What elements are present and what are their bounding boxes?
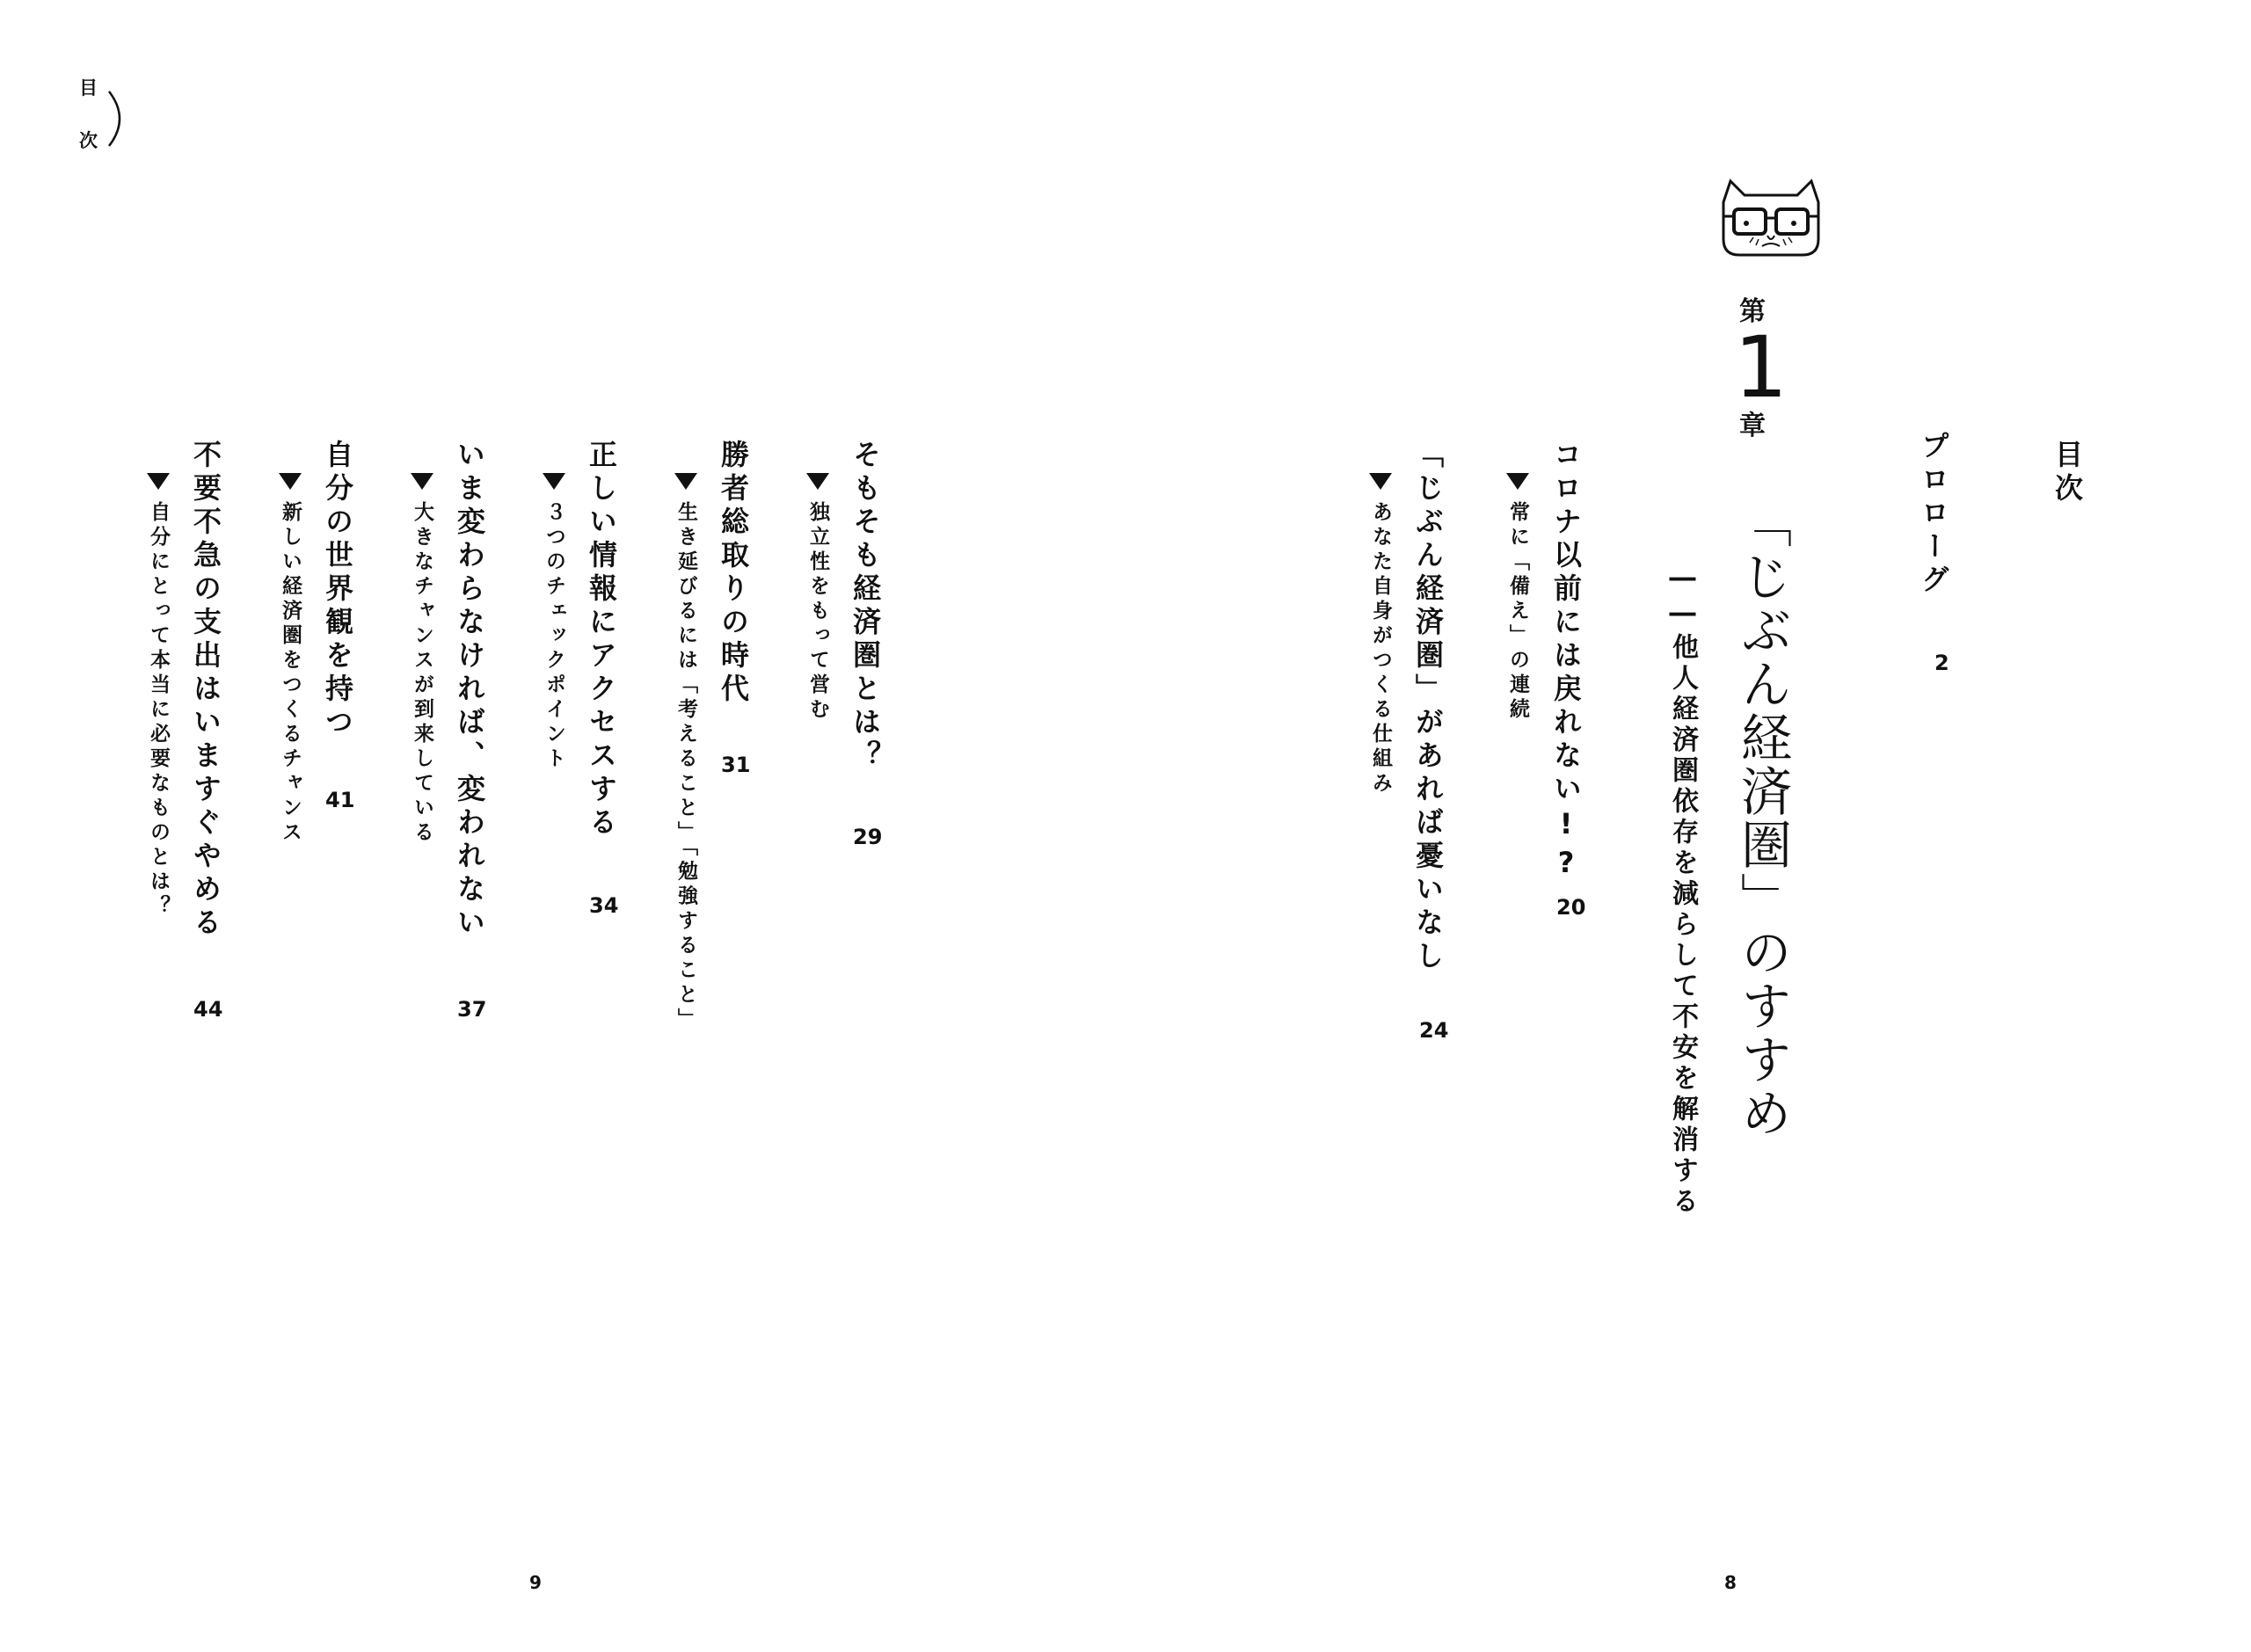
section-page: 34 — [589, 893, 619, 918]
chapter-subtitle: ――他人経済圏依存を減らして不安を解消する — [1667, 563, 1698, 1218]
triangle-bullet-icon — [542, 471, 566, 491]
running-head-top: 目 — [79, 77, 98, 98]
section-page: 24 — [1419, 1018, 1449, 1043]
section-title: コロナ以前には戻れない!? — [1549, 440, 1583, 884]
triangle-bullet-icon — [805, 471, 830, 491]
triangle-bullet-icon — [1505, 471, 1530, 491]
section-subtitle: 新しい経済圏をつくるチャンス — [279, 501, 302, 846]
section-title: 正しい情報にアクセスする — [585, 440, 618, 841]
section-subtitle: 大きなチャンスが到来している — [411, 501, 433, 846]
section-page: 29 — [853, 825, 883, 849]
section-subtitle: 生き延びるには「考えること」「勉強すること」 — [674, 501, 697, 1033]
section-title: 「じぶん経済圏」があれば憂いなし — [1411, 440, 1445, 974]
chapter-marker-top: 第 — [1739, 296, 1766, 327]
section-title: そもそも経済圏とは？ — [849, 440, 882, 774]
section-title: いま変わらなければ、変われない — [453, 440, 486, 941]
section-title: 自分の世界観を持つ — [321, 440, 354, 740]
triangle-bullet-icon — [410, 471, 434, 491]
section-page: 31 — [721, 753, 751, 777]
section-page: 20 — [1556, 895, 1586, 920]
chapter-number: 1 — [1734, 318, 1788, 417]
prologue-title: プロローグ — [1917, 431, 1950, 598]
paren-icon — [104, 88, 130, 149]
running-head-bottom: 次 — [79, 130, 98, 151]
toc-heading: 目次 — [2051, 440, 2084, 506]
section-subtitle: 自分にとって本当に必要なものとは？ — [147, 501, 170, 920]
section-subtitle: 独立性をもって営む — [806, 501, 829, 723]
chapter-marker-bottom: 章 — [1739, 411, 1766, 441]
triangle-bullet-icon — [674, 471, 698, 491]
page-number-right: 8 — [1724, 1572, 1737, 1593]
cat-mascot-icon — [1715, 178, 1827, 261]
section-page: 44 — [193, 997, 223, 1022]
chapter-title: 「じぶん経済圏」のすすめ — [1732, 497, 1792, 1140]
section-subtitle: あなた自身がつくる仕組み — [1369, 501, 1392, 797]
section-page: 41 — [325, 788, 355, 812]
prologue-page: 2 — [1934, 651, 1949, 675]
triangle-bullet-icon — [1368, 471, 1393, 491]
page-number-left: 9 — [529, 1572, 542, 1593]
section-title: 勝者総取りの時代 — [717, 440, 750, 707]
section-page: 37 — [457, 997, 487, 1022]
triangle-bullet-icon — [278, 471, 302, 491]
triangle-bullet-icon — [146, 471, 171, 491]
section-subtitle: 常に「備え」の連続 — [1506, 501, 1529, 723]
section-subtitle: ３つのチェックポイント — [543, 501, 565, 772]
section-title: 不要不急の支出はいますぐやめる — [189, 440, 222, 941]
